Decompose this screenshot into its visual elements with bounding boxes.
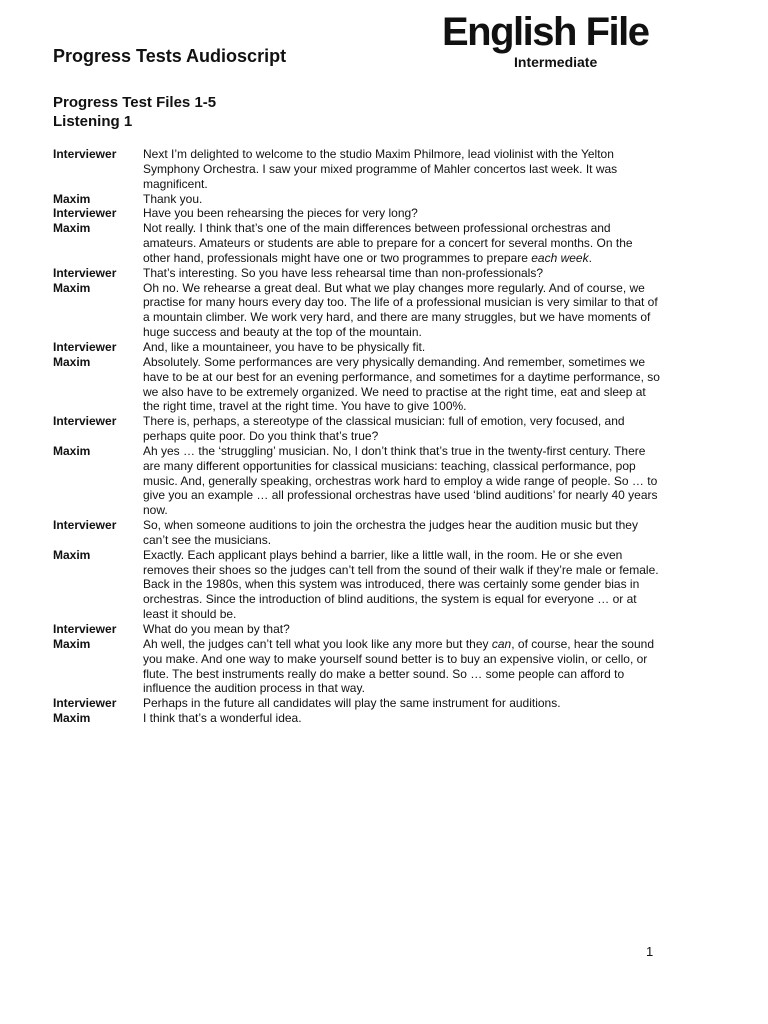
- speech-segment: , of course, hear the sound you make. And one way to make yourself sound better is to buy an expensive violin, or cello, or flute. The best instruments really do make a better sound. So … some people can afford to influence the audition process in that way.: [143, 636, 654, 696]
- speaker-name: Interviewer: [53, 265, 117, 280]
- transcript-turn: [53, 355, 661, 414]
- transcript-turn: [53, 221, 661, 266]
- speech-segment: Have you been rehearsing the pieces for very long?: [143, 206, 418, 221]
- speaker-name: Maxim: [53, 354, 91, 369]
- speaker-name: Maxim: [53, 191, 91, 206]
- speech-text: [143, 221, 661, 266]
- section-heading: [53, 93, 216, 131]
- page-number: 1: [646, 944, 654, 959]
- transcript-turn: [53, 622, 661, 637]
- english-file-logo: [442, 12, 657, 74]
- logo-wordmark: English File: [442, 10, 649, 54]
- listening-title: Listening 1: [53, 113, 133, 130]
- speech-text: [143, 637, 661, 696]
- speech-segment: So, when someone auditions to join the orchestra the judges hear the audition music but they can’t see the musicians.: [143, 518, 638, 547]
- speech-segment: Not really. I think that’s one of the main differences between professional orchestras and amateurs. Amateurs or students are able to prepare for a concert for several months. On the other hand, professionals might have one or two programmes to prepare: [143, 221, 633, 265]
- speaker-name: Interviewer: [53, 206, 117, 221]
- transcript-turn: [53, 266, 661, 281]
- page-title: Progress Tests Audioscript: [53, 46, 287, 66]
- speech-text: [143, 206, 661, 221]
- speech-text: [143, 548, 661, 622]
- transcript-turn: [53, 192, 661, 207]
- speaker-name: Maxim: [53, 221, 91, 236]
- speech-text: [143, 192, 661, 207]
- speech-segment: I think that’s a wonderful idea.: [143, 711, 302, 726]
- speaker-name: Interviewer: [53, 339, 117, 354]
- speech-text: [143, 147, 661, 192]
- speech-text: [143, 711, 661, 726]
- transcript-turn: [53, 414, 661, 444]
- speech-segment: And, like a mountaineer, you have to be physically fit.: [143, 339, 426, 354]
- speech-segment: There is, perhaps, a stereotype of the classical musician: full of emotion, very focused, and perhaps quite poor. Do you think that’s true?: [143, 414, 625, 444]
- speaker-name: Interviewer: [53, 414, 117, 429]
- speaker-name: Maxim: [53, 280, 91, 295]
- speaker-name: Maxim: [53, 547, 91, 562]
- emphasized-word: each week: [531, 250, 589, 265]
- speech-text: [143, 518, 661, 548]
- speech-text: [143, 266, 661, 281]
- logo-level: Intermediate: [514, 54, 598, 70]
- transcript: [53, 147, 661, 726]
- speech-segment: That’s interesting. So you have less rehearsal time than non-professionals?: [143, 265, 544, 280]
- speaker-name: Interviewer: [53, 147, 117, 161]
- speaker-name: Interviewer: [53, 696, 117, 711]
- test-title: Progress Test Files 1-5: [53, 94, 217, 111]
- speaker-name: Maxim: [53, 711, 91, 726]
- transcript-turn: [53, 206, 661, 221]
- speaker-name: Interviewer: [53, 622, 117, 636]
- transcript-turn: [53, 444, 661, 518]
- speech-segment: Perhaps in the future all candidates will play the same instrument for auditions.: [143, 696, 561, 711]
- transcript-turn: [53, 637, 661, 696]
- speaker-name: Maxim: [53, 636, 91, 651]
- speech-text: [143, 414, 661, 444]
- speech-text: [143, 444, 661, 518]
- speech-segment: .: [588, 250, 592, 265]
- transcript-turn: [53, 281, 661, 340]
- speech-segment: Exactly. Each applicant plays behind a barrier, like a little wall, in the room. He or she even removes their shoes so the judges can’t tell from the sound of their walk if they’re male or female. Back in the 1980s, when this system was introduced, there was certainly some gender bias in orchestras. Since the introduction of blind auditions, the system is equal for everyone … or at least it should be.: [143, 547, 659, 622]
- speech-segment: Ah yes … the ‘struggling’ musician. No, I don’t think that’s true in the twenty-first century. There are many different opportunities for classical musicians: teaching, classical performance, pop music. And, generally speaking, orchestras work hard to employ a wide range of people. So … to give you an example … all professional orchestras have used ‘blind auditions’ for nearly 40 years now.: [143, 443, 658, 518]
- speaker-name: Interviewer: [53, 518, 117, 533]
- speech-segment: Thank you.: [143, 191, 203, 206]
- emphasized-word: can: [491, 636, 512, 651]
- speech-text: [143, 340, 661, 355]
- speech-text: [143, 696, 661, 711]
- transcript-turn: [53, 340, 661, 355]
- speech-text: [143, 622, 661, 637]
- speech-segment: What do you mean by that?: [143, 622, 290, 636]
- transcript-turn: [53, 711, 661, 726]
- transcript-turn: [53, 518, 661, 548]
- speech-segment: Oh no. We rehearse a great deal. But what we play changes more regularly. And of course, we practise for many hours every day too. The life of a professional musician is very similar to that of a mountain climber. We work very hard, and there are many struggles, but we have moments of huge success and beauty at the top of the mountain.: [143, 280, 658, 340]
- transcript-turn: [53, 147, 661, 192]
- speech-text: [143, 355, 661, 414]
- transcript-turn: [53, 548, 661, 622]
- speaker-name: Maxim: [53, 443, 91, 458]
- transcript-turn: [53, 696, 661, 711]
- speech-segment: Absolutely. Some performances are very physically demanding. And remember, sometimes we have to be at our best for an evening performance, and sometimes for a daytime performance, so we also have to be extremely organized. We need to practise at the right time, eat and sleep at the right time, travel at the right time. You have to give 100%.: [143, 354, 660, 414]
- speech-segment: Next I’m delighted to welcome to the studio Maxim Philmore, lead violinist with the Yelton Symphony Orchestra. I saw your mixed programme of Mahler concertos last week. It was magnificent.: [143, 147, 618, 191]
- speech-text: [143, 281, 661, 340]
- speech-segment: Ah well, the judges can’t tell what you look like any more but they: [143, 636, 489, 651]
